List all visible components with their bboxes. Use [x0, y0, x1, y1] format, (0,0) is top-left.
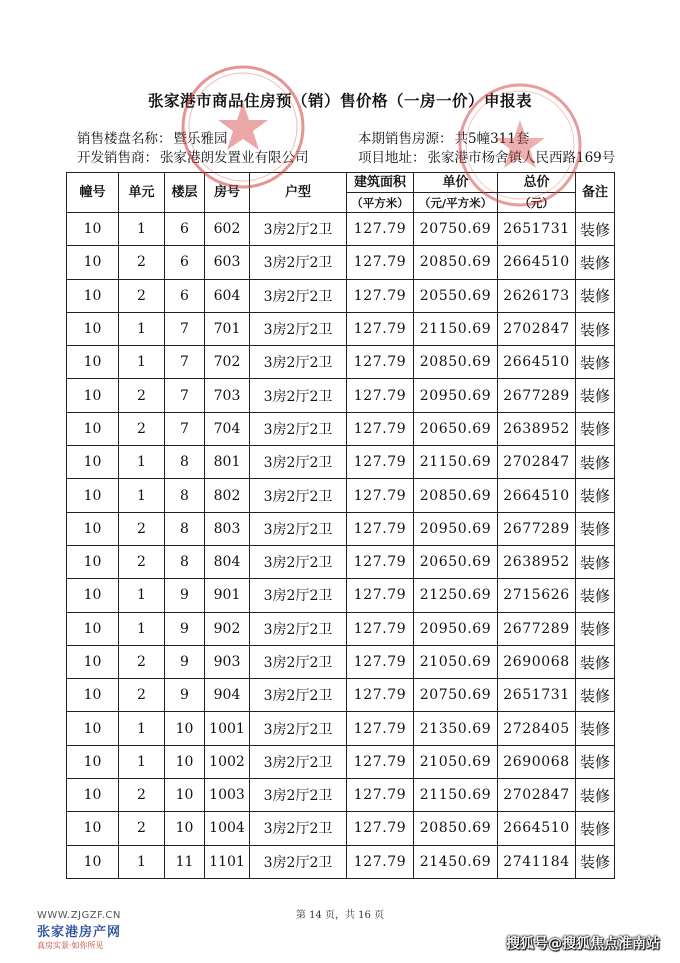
cell-layout: 3房2厅2卫: [250, 745, 347, 778]
cell-unit: 2: [119, 246, 165, 279]
cell-note: 装修: [576, 346, 615, 379]
cell-room: 803: [205, 512, 250, 545]
table-row: [67, 579, 615, 612]
cell-building: 10: [67, 379, 119, 412]
cell-total-price: 2715626: [498, 579, 576, 612]
header-total-price: 总价: [498, 173, 576, 193]
cell-unit-price: 20750.69: [414, 679, 498, 712]
cell-unit-price: 21150.69: [414, 312, 498, 345]
cell-room: 804: [205, 545, 250, 578]
table-row: [67, 845, 615, 878]
cell-note: 装修: [576, 379, 615, 412]
logo-name: 张家港房产网: [37, 925, 122, 940]
cell-floor: 8: [165, 446, 205, 479]
cell-unit-price: 21450.69: [414, 845, 498, 878]
cell-note: 装修: [576, 545, 615, 578]
cell-total-price: 2638952: [498, 545, 576, 578]
cell-layout: 3房2厅2卫: [250, 446, 347, 479]
cell-unit: 1: [119, 712, 165, 745]
cell-note: 装修: [576, 812, 615, 845]
cell-unit: 1: [119, 312, 165, 345]
cell-building: 10: [67, 479, 119, 512]
cell-building: 10: [67, 779, 119, 812]
cell-unit: 1: [119, 346, 165, 379]
cell-layout: 3房2厅2卫: [250, 579, 347, 612]
cell-layout: 3房2厅2卫: [250, 645, 347, 678]
table-row: [67, 745, 615, 778]
cell-building: 10: [67, 845, 119, 878]
cell-floor: 9: [165, 645, 205, 678]
cell-unit-price: 20950.69: [414, 379, 498, 412]
cell-note: 装修: [576, 679, 615, 712]
cell-room: 701: [205, 312, 250, 345]
cell-unit: 1: [119, 213, 165, 246]
table-row: [67, 712, 615, 745]
site-logo: [37, 910, 157, 951]
cell-building: 10: [67, 346, 119, 379]
cell-room: 902: [205, 612, 250, 645]
table-row: [67, 479, 615, 512]
cell-room: 703: [205, 379, 250, 412]
cell-layout: 3房2厅2卫: [250, 246, 347, 279]
cell-building: 10: [67, 545, 119, 578]
header-layout: 户型: [250, 173, 347, 213]
cell-floor: 10: [165, 779, 205, 812]
cell-area: 127.79: [347, 279, 414, 312]
cell-floor: 7: [165, 412, 205, 445]
developer-value: 张家港朗发置业有限公司: [160, 150, 309, 166]
cell-building: 10: [67, 679, 119, 712]
logo-url: WWW.ZJGZF.CN: [37, 910, 121, 921]
cell-unit-price: 21050.69: [414, 745, 498, 778]
cell-building: 10: [67, 279, 119, 312]
cell-note: 装修: [576, 779, 615, 812]
supply-value: 共5幢311套: [454, 131, 530, 147]
cell-area: 127.79: [347, 545, 414, 578]
cell-room: 802: [205, 479, 250, 512]
cell-unit: 2: [119, 812, 165, 845]
cell-total-price: 2651731: [498, 213, 576, 246]
cell-floor: 7: [165, 346, 205, 379]
cell-room: 604: [205, 279, 250, 312]
cell-unit: 2: [119, 512, 165, 545]
table-row: [67, 346, 615, 379]
cell-note: 装修: [576, 412, 615, 445]
cell-room: 602: [205, 213, 250, 246]
cell-unit: 2: [119, 645, 165, 678]
cell-total-price: 2702847: [498, 312, 576, 345]
cell-total-price: 2677289: [498, 512, 576, 545]
cell-note: 装修: [576, 213, 615, 246]
project-name-value: 暨乐雅园: [173, 131, 228, 147]
supply-label: 本期销售房源：: [358, 131, 453, 147]
cell-unit-price: 20850.69: [414, 479, 498, 512]
cell-area: 127.79: [347, 845, 414, 878]
cell-floor: 11: [165, 845, 205, 878]
cell-note: 装修: [576, 845, 615, 878]
table-row: [67, 312, 615, 345]
cell-total-price: 2690068: [498, 645, 576, 678]
cell-unit: 1: [119, 612, 165, 645]
header-area: 建筑面积: [347, 173, 414, 193]
table-row: [67, 379, 615, 412]
cell-room: 1004: [205, 812, 250, 845]
table-row: [67, 679, 615, 712]
document-title: 张家港市商品住房预（销）售价格（一房一价）申报表: [147, 91, 532, 110]
cell-layout: 3房2厅2卫: [250, 312, 347, 345]
company-seal-stamp: [178, 62, 308, 192]
cell-layout: 3房2厅2卫: [250, 412, 347, 445]
cell-unit-price: 20950.69: [414, 612, 498, 645]
header-floor: 楼层: [165, 173, 205, 213]
cell-layout: 3房2厅2卫: [250, 512, 347, 545]
cell-floor: 9: [165, 579, 205, 612]
address-value: 张家港市杨舍镇人民西路169号: [427, 150, 616, 166]
logo-slogan: 真房实景·如你所见: [37, 941, 104, 950]
cell-building: 10: [67, 745, 119, 778]
cell-building: 10: [67, 579, 119, 612]
cell-total-price: 2702847: [498, 446, 576, 479]
header-area-unit: （平方米）: [347, 193, 414, 213]
cell-note: 装修: [576, 645, 615, 678]
header-total-price-unit: （元）: [498, 193, 576, 213]
cell-floor: 8: [165, 545, 205, 578]
cell-floor: 8: [165, 479, 205, 512]
cell-total-price: 2626173: [498, 279, 576, 312]
cell-area: 127.79: [347, 246, 414, 279]
cell-area: 127.79: [347, 812, 414, 845]
cell-note: 装修: [576, 312, 615, 345]
cell-unit: 1: [119, 745, 165, 778]
cell-total-price: 2638952: [498, 412, 576, 445]
cell-unit: 1: [119, 446, 165, 479]
cell-area: 127.79: [347, 512, 414, 545]
cell-unit-price: 20650.69: [414, 545, 498, 578]
cell-layout: 3房2厅2卫: [250, 479, 347, 512]
cell-unit-price: 20750.69: [414, 213, 498, 246]
cell-unit-price: 21350.69: [414, 712, 498, 745]
header-room: 房号: [205, 173, 250, 213]
cell-area: 127.79: [347, 645, 414, 678]
cell-floor: 6: [165, 246, 205, 279]
cell-total-price: 2664510: [498, 479, 576, 512]
cell-area: 127.79: [347, 779, 414, 812]
cell-floor: 9: [165, 679, 205, 712]
table-row: [67, 246, 615, 279]
government-seal-stamp: [455, 80, 585, 210]
cell-unit-price: 21150.69: [414, 446, 498, 479]
header-unit-price: 单价: [414, 173, 498, 193]
cell-building: 10: [67, 446, 119, 479]
cell-note: 装修: [576, 512, 615, 545]
cell-building: 10: [67, 246, 119, 279]
cell-note: 装修: [576, 745, 615, 778]
cell-layout: 3房2厅2卫: [250, 545, 347, 578]
table-row: [67, 545, 615, 578]
cell-total-price: 2741184: [498, 845, 576, 878]
cell-note: 装修: [576, 446, 615, 479]
cell-layout: 3房2厅2卫: [250, 679, 347, 712]
cell-unit-price: 20550.69: [414, 279, 498, 312]
cell-unit: 1: [119, 579, 165, 612]
cell-unit: 2: [119, 279, 165, 312]
cell-unit-price: 21250.69: [414, 579, 498, 612]
cell-unit-price: 20850.69: [414, 246, 498, 279]
header-unit-price-unit: （元/平方米）: [414, 193, 498, 213]
table-row: [67, 412, 615, 445]
cell-area: 127.79: [347, 579, 414, 612]
cell-total-price: 2690068: [498, 745, 576, 778]
cell-area: 127.79: [347, 479, 414, 512]
cell-unit-price: 21050.69: [414, 645, 498, 678]
cell-floor: 10: [165, 745, 205, 778]
cell-room: 901: [205, 579, 250, 612]
address-label: 项目地址：: [358, 150, 426, 166]
cell-room: 1001: [205, 712, 250, 745]
cell-note: 装修: [576, 712, 615, 745]
cell-area: 127.79: [347, 745, 414, 778]
cell-unit-price: 21150.69: [414, 779, 498, 812]
cell-room: 1101: [205, 845, 250, 878]
cell-total-price: 2664510: [498, 246, 576, 279]
cell-unit: 2: [119, 545, 165, 578]
cell-total-price: 2664510: [498, 346, 576, 379]
cell-building: 10: [67, 712, 119, 745]
cell-area: 127.79: [347, 412, 414, 445]
cell-room: 1003: [205, 779, 250, 812]
cell-floor: 7: [165, 312, 205, 345]
cell-unit: 1: [119, 845, 165, 878]
cell-area: 127.79: [347, 312, 414, 345]
cell-layout: 3房2厅2卫: [250, 379, 347, 412]
page-number: 第 14 页，共 16 页: [295, 910, 385, 921]
table-row: [67, 779, 615, 812]
cell-total-price: 2728405: [498, 712, 576, 745]
cell-area: 127.79: [347, 213, 414, 246]
table-row: [67, 446, 615, 479]
cell-unit: 2: [119, 779, 165, 812]
cell-note: 装修: [576, 246, 615, 279]
table-row: [67, 213, 615, 246]
cell-floor: 10: [165, 712, 205, 745]
table-row: [67, 612, 615, 645]
cell-area: 127.79: [347, 679, 414, 712]
cell-unit: 2: [119, 412, 165, 445]
cell-building: 10: [67, 645, 119, 678]
cell-note: 装修: [576, 279, 615, 312]
cell-building: 10: [67, 512, 119, 545]
cell-area: 127.79: [347, 446, 414, 479]
cell-area: 127.79: [347, 379, 414, 412]
cell-layout: 3房2厅2卫: [250, 213, 347, 246]
cell-unit: 2: [119, 679, 165, 712]
cell-total-price: 2702847: [498, 779, 576, 812]
cell-layout: 3房2厅2卫: [250, 812, 347, 845]
cell-floor: 7: [165, 379, 205, 412]
project-name-label: 销售楼盘名称：: [77, 131, 172, 147]
cell-area: 127.79: [347, 346, 414, 379]
cell-floor: 9: [165, 612, 205, 645]
cell-unit-price: 20950.69: [414, 512, 498, 545]
cell-room: 603: [205, 246, 250, 279]
cell-total-price: 2677289: [498, 612, 576, 645]
cell-building: 10: [67, 812, 119, 845]
cell-layout: 3房2厅2卫: [250, 712, 347, 745]
developer-label: 开发销售商：: [77, 150, 158, 166]
table-row: [67, 279, 615, 312]
cell-floor: 8: [165, 512, 205, 545]
table-row: [67, 512, 615, 545]
cell-total-price: 2664510: [498, 812, 576, 845]
cell-layout: 3房2厅2卫: [250, 845, 347, 878]
cell-layout: 3房2厅2卫: [250, 279, 347, 312]
cell-room: 704: [205, 412, 250, 445]
cell-unit: 1: [119, 479, 165, 512]
cell-total-price: 2677289: [498, 379, 576, 412]
cell-room: 904: [205, 679, 250, 712]
cell-room: 702: [205, 346, 250, 379]
cell-floor: 10: [165, 812, 205, 845]
cell-layout: 3房2厅2卫: [250, 779, 347, 812]
cell-building: 10: [67, 612, 119, 645]
cell-unit-price: 20650.69: [414, 412, 498, 445]
header-building: 幢号: [67, 173, 119, 213]
source-watermark: 搜狐号@搜狐焦点淮南站: [506, 936, 660, 952]
cell-building: 10: [67, 412, 119, 445]
table-row: [67, 812, 615, 845]
cell-building: 10: [67, 312, 119, 345]
cell-unit: 2: [119, 379, 165, 412]
cell-floor: 6: [165, 279, 205, 312]
cell-area: 127.79: [347, 712, 414, 745]
cell-note: 装修: [576, 479, 615, 512]
cell-layout: 3房2厅2卫: [250, 612, 347, 645]
cell-note: 装修: [576, 612, 615, 645]
cell-unit-price: 20850.69: [414, 812, 498, 845]
cell-room: 801: [205, 446, 250, 479]
cell-total-price: 2651731: [498, 679, 576, 712]
cell-floor: 6: [165, 213, 205, 246]
cell-building: 10: [67, 213, 119, 246]
cell-area: 127.79: [347, 612, 414, 645]
cell-unit-price: 20850.69: [414, 346, 498, 379]
cell-layout: 3房2厅2卫: [250, 346, 347, 379]
table-row: [67, 645, 615, 678]
cell-room: 903: [205, 645, 250, 678]
header-unit: 单元: [119, 173, 165, 213]
price-table: [66, 172, 615, 879]
cell-note: 装修: [576, 579, 615, 612]
cell-room: 1002: [205, 745, 250, 778]
header-note: 备注: [576, 173, 615, 213]
